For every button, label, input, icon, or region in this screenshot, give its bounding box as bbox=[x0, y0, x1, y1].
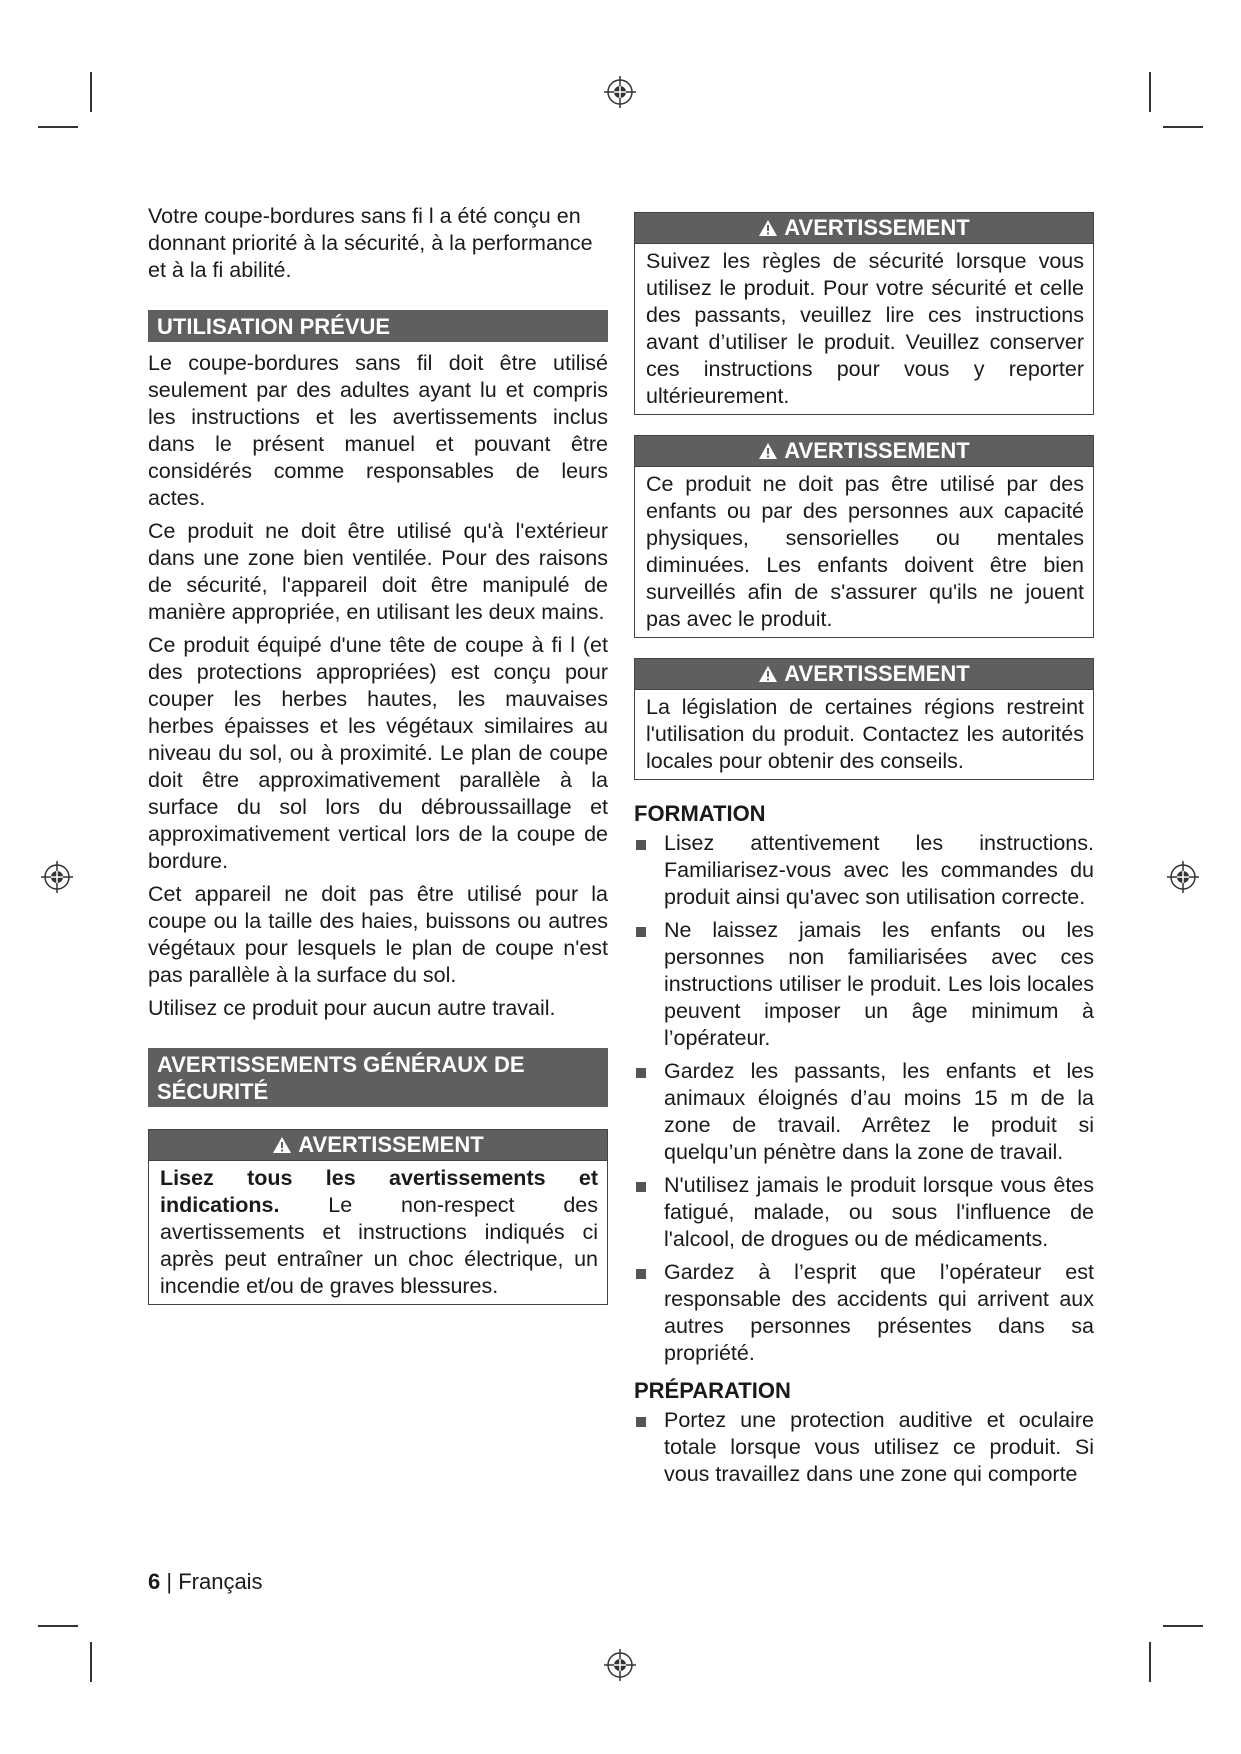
warning-header bbox=[149, 1130, 607, 1161]
bullet-square-icon bbox=[636, 1269, 646, 1279]
warning-text: Le non-respect des avertissements et instructions indiqués ci après peut entraîner un choc électrique, un incendie et/ou de graves blessures. bbox=[160, 1193, 598, 1298]
warning-bold-text: Lisez tous les avertissements et indications. bbox=[160, 1166, 598, 1217]
warning-header bbox=[635, 213, 1093, 244]
crop-mark bbox=[38, 1625, 78, 1627]
page-footer bbox=[148, 1569, 263, 1595]
warning-label: AVERTISSEMENT bbox=[784, 215, 970, 240]
paragraph: Utilisez ce produit pour aucun autre travail. bbox=[148, 996, 556, 1020]
warning-body bbox=[635, 467, 1093, 637]
footer-separator: | bbox=[160, 1569, 179, 1594]
crop-mark bbox=[1149, 72, 1151, 112]
footer-language: Français bbox=[178, 1569, 263, 1594]
right-column bbox=[634, 212, 1094, 1494]
warning-body bbox=[635, 690, 1093, 779]
intro-paragraph: Votre coupe-bordures sans fi l a été conçu en donnant priorité à la sécurité, à la performance et à la fi abilité. bbox=[148, 204, 593, 282]
warning-text: Ce produit ne doit pas être utilisé par des enfants ou par des personnes aux capacité physiques, sensorielles ou mentales diminuées. Les enfants doivent être bien surveillés afin de s'assurer qu'ils ne jouent pas avec le produit. bbox=[646, 472, 1084, 631]
list-item: Portez une protection auditive et oculaire totale lorsque vous utilisez ce produit. Si vous travaillez dans une zone qui comporte bbox=[634, 1407, 1094, 1488]
crop-mark bbox=[1149, 1642, 1151, 1682]
bullet-square-icon bbox=[636, 927, 646, 937]
list-item: Gardez à l’esprit que l’opérateur est responsable des accidents qui arrivent aux autres personnes présentes dans sa propriété. bbox=[634, 1259, 1094, 1367]
registration-mark-icon bbox=[603, 1648, 637, 1682]
warning-body bbox=[635, 244, 1093, 414]
section-title-preparation: PRÉPARATION bbox=[634, 1378, 791, 1403]
warning-box bbox=[634, 212, 1094, 415]
bullet-square-icon bbox=[636, 1182, 646, 1192]
list-item: Gardez les passants, les enfants et les animaux éloignés d’au moins 15 m de la zone de travail. Arrêtez le produit si quelqu’un pénètre dans la zone de travail. bbox=[634, 1058, 1094, 1166]
warning-label: AVERTISSEMENT bbox=[298, 1132, 484, 1157]
warning-header bbox=[635, 659, 1093, 690]
paragraph: Cet appareil ne doit pas être utilisé pour la coupe ou la taille des haies, buissons ou autres végétaux pour lesquels le plan de coupe n'est pas parallèle à la surface du sol. bbox=[148, 882, 608, 987]
warning-triangle-icon bbox=[758, 665, 778, 683]
warning-body bbox=[149, 1161, 607, 1304]
section-title-formation: FORMATION bbox=[634, 801, 766, 826]
warning-text: Suivez les règles de sécurité lorsque vous utilisez le produit. Pour votre sécurité et celle des passants, veuillez lire ces instructions avant d’utiliser le produit. Veuillez conserver ces instructions pour vous y reporter ultérieurement. bbox=[646, 249, 1084, 408]
warning-triangle-icon bbox=[758, 442, 778, 460]
registration-mark-icon bbox=[1166, 860, 1200, 894]
preparation-list bbox=[634, 1407, 1094, 1488]
bullet-square-icon bbox=[636, 1417, 646, 1427]
list-item: Lisez attentivement les instructions. Familiarisez-vous avec les commandes du produit ainsi qu'avec son utilisation correcte. bbox=[634, 830, 1094, 911]
crop-mark bbox=[90, 72, 92, 112]
list-item: N'utilisez jamais le produit lorsque vous êtes fatigué, malade, ou sous l'influence de l'alcool, de drogues ou de médicaments. bbox=[634, 1172, 1094, 1253]
crop-mark bbox=[90, 1642, 92, 1682]
paragraph: Ce produit ne doit être utilisé qu'à l'extérieur dans une zone bien ventilée. Pour des raisons de sécurité, l'appareil doit être manipulé de manière appropriée, en utilisant les deux mains. bbox=[148, 519, 608, 624]
warning-header bbox=[635, 436, 1093, 467]
crop-mark bbox=[1163, 126, 1203, 128]
bullet-square-icon bbox=[636, 840, 646, 850]
crop-mark bbox=[38, 126, 78, 128]
left-column bbox=[148, 203, 608, 1325]
warning-label: AVERTISSEMENT bbox=[784, 438, 970, 463]
warning-box bbox=[634, 435, 1094, 638]
crop-mark bbox=[1163, 1625, 1203, 1627]
registration-mark-icon bbox=[603, 75, 637, 109]
warning-box bbox=[634, 658, 1094, 780]
list-item: Ne laissez jamais les enfants ou les personnes non familiarisées avec ces instructions utiliser le produit. Les lois locales peuvent imposer un âge minimum à l’opérateur. bbox=[634, 917, 1094, 1052]
warning-triangle-icon bbox=[758, 219, 778, 237]
paragraph: Le coupe-bordures sans fil doit être utilisé seulement par des adultes ayant lu et compris les instructions et les avertissements inclus dans le présent manuel et pouvant être considérés comme responsables de leurs actes. bbox=[148, 351, 608, 510]
page-number: 6 bbox=[148, 1569, 161, 1594]
warning-text: La législation de certaines régions restreint l'utilisation du produit. Contactez les autorités locales pour obtenir des conseils. bbox=[646, 695, 1084, 773]
registration-mark-icon bbox=[40, 860, 74, 894]
section-title-intended-use: UTILISATION PRÉVUE bbox=[148, 310, 608, 342]
warning-triangle-icon bbox=[272, 1136, 292, 1154]
formation-list bbox=[634, 830, 1094, 1367]
paragraph: Ce produit équipé d'une tête de coupe à fi l (et des protections appropriées) est conçu pour couper les herbes hautes, les mauvaises herbes épaisses et les végétaux similaires au niveau du sol, ou à proximité. Le plan de coupe doit être approximativement parallèle à la surface du sol lors du débroussaillage et approximativement vertical lors de la coupe de bordure. bbox=[148, 633, 608, 873]
bullet-square-icon bbox=[636, 1068, 646, 1078]
warning-box bbox=[148, 1129, 608, 1305]
section-title-general-safety: AVERTISSEMENTS GÉNÉRAUX DE SÉCURITÉ bbox=[148, 1048, 608, 1107]
warning-label: AVERTISSEMENT bbox=[784, 661, 970, 686]
